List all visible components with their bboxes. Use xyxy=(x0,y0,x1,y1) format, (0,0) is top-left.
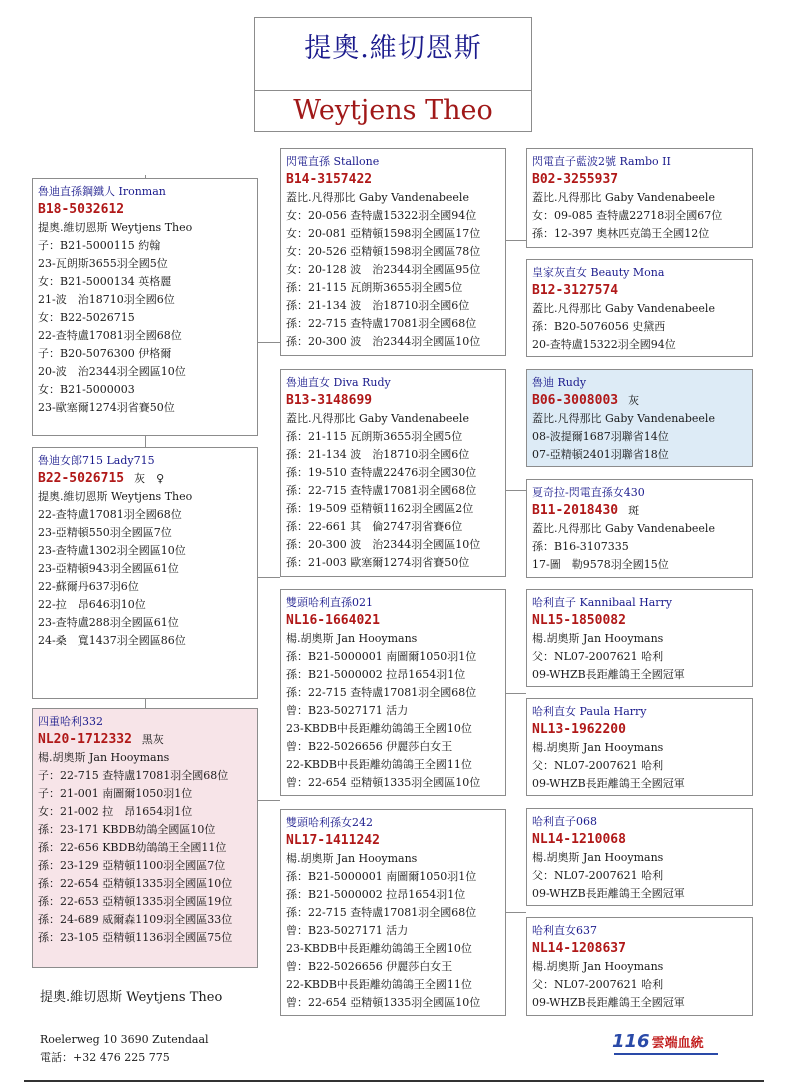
color: 斑 xyxy=(628,504,640,517)
ring-number: B18-5032612 xyxy=(38,202,125,217)
color-sex: 灰 ♀ xyxy=(134,472,165,485)
detail-line: 22-KBDB中長距離幼鴿鴿王全國11位 xyxy=(286,758,472,771)
detail-line: 曾：22-654 亞精頓1335羽全國區10位 xyxy=(286,776,481,789)
bird-name: 閃電直子藍波2號 Rambo II xyxy=(532,155,671,168)
detail-line: 女：09-085 查特盧22718羽全國67位 xyxy=(532,209,723,222)
detail-line: 22-查特盧17081羽全國68位 xyxy=(38,329,182,342)
detail-line: 子：21-001 南圖爾1050羽1位 xyxy=(38,787,193,800)
detail-line: 蓋比.凡得那比 Gaby Vandenabeele xyxy=(286,412,469,425)
ring-number: B13-3148699 xyxy=(286,393,373,408)
owner-address: Roelerweg 10 3690 Zutendaal xyxy=(40,1033,209,1046)
detail-line: 09-WHZB長距離鴿王全國冠軍 xyxy=(532,887,685,900)
connector-line xyxy=(145,435,146,447)
pedigree-card-great-grandparent xyxy=(526,259,753,357)
detail-line: 孫：20-300 波 治2344羽全國區10位 xyxy=(286,335,481,348)
detail-line: 蓋比.凡得那比 Gaby Vandenabeele xyxy=(286,191,469,204)
detail-line: 子：B21-5000115 約翰 xyxy=(38,239,161,252)
pedigree-card-grandsire xyxy=(280,589,506,796)
color: 灰 xyxy=(628,394,640,407)
detail-line: 孫：12-397 奧林匹克鴿王全國12位 xyxy=(532,227,710,240)
ring-number: B22-5026715 xyxy=(38,471,125,486)
detail-line: 23-KBDB中長距離幼鴿鴿王全國10位 xyxy=(286,722,472,735)
pedigree-card-dam-sire xyxy=(32,708,258,968)
detail-line: 女：B21-5000134 英格麗 xyxy=(38,275,172,288)
detail-line: 孫：B21-5000002 拉昂1654羽1位 xyxy=(286,668,466,681)
detail-line: 20-查特盧15322羽全國94位 xyxy=(532,338,676,351)
detail-line: 曾：B23-5027171 活力 xyxy=(286,924,409,937)
detail-line: 孫：22-661 其 倫2747羽省賽6位 xyxy=(286,520,463,533)
detail-line: 楊.胡奧斯 Jan Hooymans xyxy=(286,632,418,645)
pedigree-card-great-grandparent xyxy=(526,479,753,578)
detail-line: 孫：22-715 查特盧17081羽全國68位 xyxy=(286,484,477,497)
detail-line: 孫：B21-5000001 南圖爾1050羽1位 xyxy=(286,650,477,663)
detail-line: 23-亞精頓550羽全國區7位 xyxy=(38,526,172,539)
bottom-rule xyxy=(24,1080,764,1082)
detail-line: 楊.胡奧斯 Jan Hooymans xyxy=(38,751,170,764)
ring-number: B11-2018430 xyxy=(532,503,619,518)
bird-name: 哈利直子 Kannibaal Harry xyxy=(532,596,673,609)
detail-line: 孫：21-003 歐塞爾1274羽省賽50位 xyxy=(286,556,470,569)
bird-name: 夏奇拉-閃電直孫女430 xyxy=(532,486,645,499)
bird-name: 哈利直女 Paula Harry xyxy=(532,705,647,718)
bird-name: 魯迪女郎715 Lady715 xyxy=(38,454,155,467)
connector-line xyxy=(256,577,280,578)
detail-line: 孫：B20-5076056 史黛西 xyxy=(532,320,666,333)
detail-line: 提奧.維切恩斯 Weytjens Theo xyxy=(38,490,193,503)
detail-line: 子：B20-5076300 伊格爾 xyxy=(38,347,172,360)
pedigree-card-great-grandparent xyxy=(526,369,753,467)
detail-line: 女：20-128 波 治2344羽全國區95位 xyxy=(286,263,481,276)
page-title-chinese: 提奧.維切恩斯 xyxy=(304,33,482,64)
ring-number: B14-3157422 xyxy=(286,172,373,187)
detail-line: 楊.胡奧斯 Jan Hooymans xyxy=(532,851,664,864)
brand-logo xyxy=(612,1031,722,1057)
connector-line xyxy=(504,912,526,913)
detail-line: 孫：23-171 KBDB幼鴿全國區10位 xyxy=(38,823,216,836)
bird-name: 雙頭哈利直孫021 xyxy=(286,596,373,609)
detail-line: 孫：21-115 瓦朗斯3655羽全國5位 xyxy=(286,281,463,294)
detail-line: 女：20-081 亞精頓1598羽全國區17位 xyxy=(286,227,481,240)
detail-line: 07-亞精頓2401羽聯省18位 xyxy=(532,448,669,461)
detail-line: 17-圖 勒9578羽全國15位 xyxy=(532,558,669,571)
detail-line: 孫：B21-5000001 南圖爾1050羽1位 xyxy=(286,870,477,883)
detail-line: 楊.胡奧斯 Jan Hooymans xyxy=(532,741,664,754)
detail-line: 21-波 治18710羽全國6位 xyxy=(38,293,175,306)
ring-number: NL16-1664021 xyxy=(286,613,380,628)
detail-line: 20-波 治2344羽全國區10位 xyxy=(38,365,186,378)
bird-name: 魯迪直孫鋼鐵人 Ironman xyxy=(38,185,166,198)
detail-line: 孫：20-300 波 治2344羽全國區10位 xyxy=(286,538,481,551)
detail-line: 父：NL07-2007621 哈利 xyxy=(532,869,664,882)
detail-line: 孫：21-134 波 治18710羽全國6位 xyxy=(286,299,470,312)
pedigree-card-dam xyxy=(32,447,258,699)
detail-line: 孫：23-129 亞精頓1100羽全國區7位 xyxy=(38,859,226,872)
pedigree-card-grandsire xyxy=(280,148,506,356)
connector-line xyxy=(256,342,280,343)
detail-line: 女：B22-5026715 xyxy=(38,311,135,324)
detail-line: 09-WHZB長距離鴿王全國冠軍 xyxy=(532,668,685,681)
ring-number: NL20-1712332 xyxy=(38,732,132,747)
detail-line: 楊.胡奧斯 Jan Hooymans xyxy=(532,632,664,645)
page-title-english: Weytjens Theo xyxy=(293,95,493,126)
pedigree-card-great-grandparent xyxy=(526,148,753,248)
detail-line: 22-拉 昂646羽10位 xyxy=(38,598,146,611)
detail-line: 孫：24-689 威爾森1109羽全國區33位 xyxy=(38,913,233,926)
bird-name: 魯迪 Rudy xyxy=(532,376,587,389)
detail-line: 蓋比.凡得那比 Gaby Vandenabeele xyxy=(532,412,715,425)
pedigree-card-sire xyxy=(32,178,258,436)
detail-line: 09-WHZB長距離鴿王全國冠軍 xyxy=(532,777,685,790)
bird-name: 魯迪直女 Diva Rudy xyxy=(286,376,391,389)
detail-line: 孫：23-105 亞精頓1136羽全國區75位 xyxy=(38,931,233,944)
detail-line: 23-KBDB中長距離幼鴿鴿王全國10位 xyxy=(286,942,472,955)
pedigree-card-great-grandparent xyxy=(526,808,753,906)
detail-line: 楊.胡奧斯 Jan Hooymans xyxy=(532,960,664,973)
detail-line: 女：20-526 亞精頓1598羽全國區78位 xyxy=(286,245,481,258)
bird-name: 雙頭哈利孫女242 xyxy=(286,816,373,829)
detail-line: 女：20-056 查特盧15322羽全國94位 xyxy=(286,209,477,222)
detail-line: 女：21-002 拉 昂1654羽1位 xyxy=(38,805,193,818)
detail-line: 23-查特盧1302羽全國區10位 xyxy=(38,544,186,557)
detail-line: 孫：B16-3107335 xyxy=(532,540,629,553)
detail-line: 曾：B22-5026656 伊麗莎白女王 xyxy=(286,740,453,753)
detail-line: 09-WHZB長距離鴿王全國冠軍 xyxy=(532,996,685,1009)
detail-line: 孫：22-715 查特盧17081羽全國68位 xyxy=(286,317,477,330)
ring-number: NL15-1850082 xyxy=(532,613,626,628)
detail-line: 22-查特盧17081羽全國68位 xyxy=(38,508,182,521)
pedigree-card-great-grandparent xyxy=(526,917,753,1016)
bird-name: 哈利直女637 xyxy=(532,924,597,937)
detail-line: 22-蘇爾丹637羽6位 xyxy=(38,580,139,593)
connector-line xyxy=(504,693,526,694)
detail-line: 父：NL07-2007621 哈利 xyxy=(532,759,664,772)
title-box xyxy=(254,17,532,132)
ring-number: B06-3008003 xyxy=(532,393,619,408)
detail-line: 蓋比.凡得那比 Gaby Vandenabeele xyxy=(532,522,715,535)
detail-line: 23-瓦朗斯3655羽全國5位 xyxy=(38,257,168,270)
detail-line: 蓋比.凡得那比 Gaby Vandenabeele xyxy=(532,191,715,204)
detail-line: 孫：21-134 波 治18710羽全國6位 xyxy=(286,448,470,461)
detail-line: 女：B21-5000003 xyxy=(38,383,135,396)
logo-number: 116 xyxy=(612,1031,650,1052)
detail-line: 24-桑 寬1437羽全國區86位 xyxy=(38,634,186,647)
owner-contact xyxy=(40,1031,209,1067)
ring-number: NL13-1962200 xyxy=(532,722,626,737)
logo-underline xyxy=(614,1053,718,1055)
detail-line: 曾：B23-5027171 活力 xyxy=(286,704,409,717)
bird-name: 哈利直子068 xyxy=(532,815,597,828)
detail-line: 父：NL07-2007621 哈利 xyxy=(532,650,664,663)
detail-line: 曾：B22-5026656 伊麗莎白女王 xyxy=(286,960,453,973)
detail-line: 23-亞精頓943羽全國區61位 xyxy=(38,562,179,575)
detail-line: 孫：22-656 KBDB幼鴿鴿王全國11位 xyxy=(38,841,227,854)
pedigree-card-granddam xyxy=(280,369,506,577)
connector-line xyxy=(145,698,146,708)
connector-line xyxy=(256,800,280,801)
connector-line xyxy=(504,240,526,241)
ring-number: NL17-1411242 xyxy=(286,833,380,848)
detail-line: 孫：21-115 瓦朗斯3655羽全國5位 xyxy=(286,430,463,443)
detail-line: 孫：22-654 亞精頓1335羽全國區10位 xyxy=(38,877,233,890)
detail-line: 孫：19-509 亞精頓1162羽全國區2位 xyxy=(286,502,474,515)
detail-line: 23-歐塞爾1274羽省賽50位 xyxy=(38,401,175,414)
detail-line: 孫：22-715 查特盧17081羽全國68位 xyxy=(286,686,477,699)
detail-line: 22-KBDB中長距離幼鴿鴿王全國11位 xyxy=(286,978,472,991)
detail-line: 孫：19-510 查特盧22476羽全國30位 xyxy=(286,466,477,479)
pedigree-card-great-grandparent xyxy=(526,698,753,796)
detail-line: 子：22-715 查特盧17081羽全國68位 xyxy=(38,769,229,782)
color: 黑灰 xyxy=(141,733,164,746)
ring-number: B12-3127574 xyxy=(532,283,619,298)
bird-name: 閃電直孫 Stallone xyxy=(286,155,380,168)
logo-text: 雲端血統 xyxy=(651,1036,704,1051)
detail-line: 曾：22-654 亞精頓1335羽全國區10位 xyxy=(286,996,481,1009)
detail-line: 孫：22-653 亞精頓1335羽全國區19位 xyxy=(38,895,233,908)
detail-line: 孫：22-715 查特盧17081羽全國68位 xyxy=(286,906,477,919)
detail-line: 08-波提爾1687羽聯省14位 xyxy=(532,430,669,443)
detail-line: 父：NL07-2007621 哈利 xyxy=(532,978,664,991)
owner-name: 提奧.維切恩斯 Weytjens Theo xyxy=(40,990,223,1005)
detail-line: 楊.胡奧斯 Jan Hooymans xyxy=(286,852,418,865)
detail-line: 23-查特盧288羽全國區61位 xyxy=(38,616,179,629)
bird-name: 皇家灰直女 Beauty Mona xyxy=(532,266,665,279)
detail-line: 蓋比.凡得那比 Gaby Vandenabeele xyxy=(532,302,715,315)
detail-line: 提奧.維切恩斯 Weytjens Theo xyxy=(38,221,193,234)
ring-number: NL14-1210068 xyxy=(532,832,626,847)
detail-line: 孫：B21-5000002 拉昂1654羽1位 xyxy=(286,888,466,901)
pedigree-card-great-grandparent xyxy=(526,589,753,687)
bird-name: 四重哈利332 xyxy=(38,715,103,728)
ring-number: NL14-1208637 xyxy=(532,941,626,956)
owner-phone: 電話：+32 476 225 775 xyxy=(40,1051,170,1064)
ring-number: B02-3255937 xyxy=(532,172,619,187)
connector-line xyxy=(504,490,526,491)
pedigree-card-granddam xyxy=(280,809,506,1016)
